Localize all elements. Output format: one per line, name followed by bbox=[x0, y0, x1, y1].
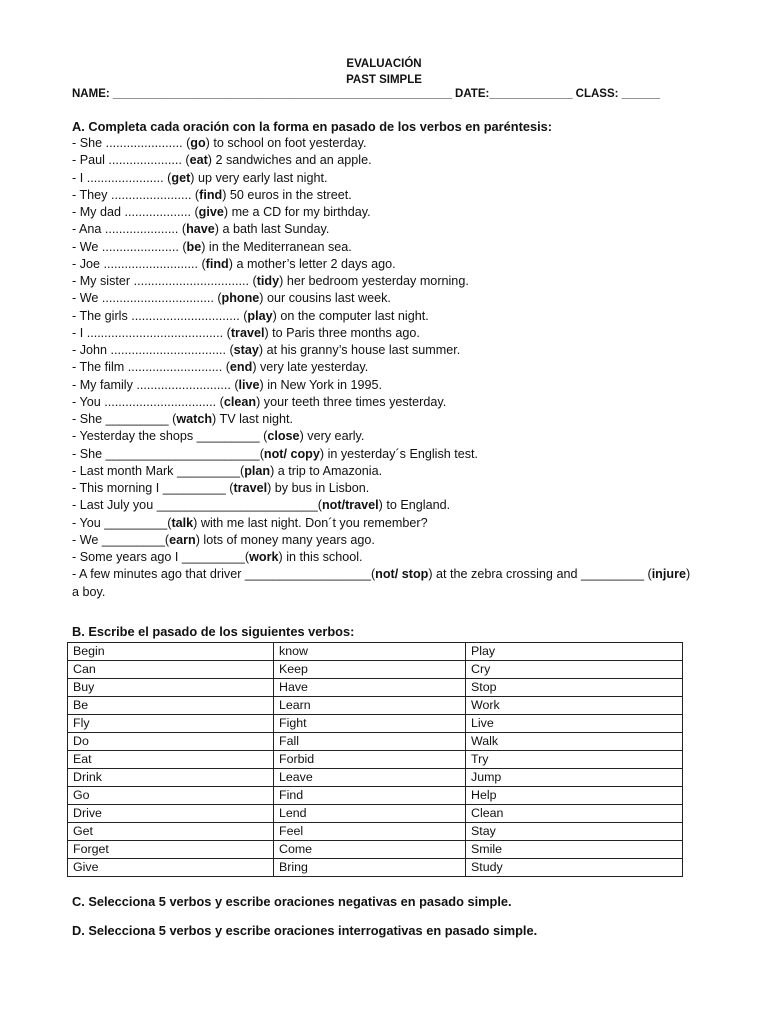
exercise-text: - Ana ..................... ( bbox=[72, 222, 187, 237]
exercise-line bbox=[72, 239, 700, 256]
verb-cell: Help bbox=[466, 787, 683, 805]
exercise-verb: plan bbox=[244, 463, 271, 478]
exercise-text: - She ______________________( bbox=[72, 446, 264, 461]
verb-cell: Do bbox=[68, 733, 274, 751]
exercise-verb: not/ copy bbox=[263, 446, 320, 461]
exercise-text: - I ...................... ( bbox=[72, 170, 172, 185]
verb-cell: Begin bbox=[68, 643, 274, 661]
exercise-text: - Paul ..................... ( bbox=[72, 153, 190, 168]
verb-cell: Go bbox=[68, 787, 274, 805]
exercise-text: ) in yesterday´s English test. bbox=[319, 446, 479, 461]
table-row bbox=[68, 733, 683, 751]
verb-cell: Give bbox=[68, 859, 274, 877]
exercise-line bbox=[72, 359, 700, 376]
table-row bbox=[68, 859, 683, 877]
exercise-verb: live bbox=[238, 377, 260, 392]
exercise-text: - I ....................................... ( bbox=[72, 325, 231, 340]
verb-cell: Forbid bbox=[274, 751, 466, 769]
exercise-text: - The film ........................... ( bbox=[72, 360, 230, 375]
exercise-verb: give bbox=[198, 205, 224, 219]
exercise-line bbox=[72, 135, 700, 152]
exercise-verb: close bbox=[267, 429, 300, 444]
exercise-text: ) 50 euros in the street. bbox=[222, 187, 352, 202]
exercise-line bbox=[72, 428, 700, 445]
table-row bbox=[68, 805, 683, 823]
exercise-verb: clean bbox=[223, 394, 257, 409]
section-a-exercises bbox=[72, 135, 700, 566]
verb-cell: Fall bbox=[274, 733, 466, 751]
verb-cell: Fly bbox=[68, 715, 274, 733]
exercise-text: ) to school on foot yesterday. bbox=[205, 136, 367, 150]
exercise-verb: eat bbox=[189, 153, 208, 168]
verb-cell: Drive bbox=[68, 805, 274, 823]
exercise-verb: tidy bbox=[256, 274, 280, 288]
exercise-line bbox=[72, 273, 700, 290]
exercise-verb: end bbox=[229, 360, 253, 375]
verb-cell: Work bbox=[466, 697, 683, 715]
section-d-heading: D. Selecciona 5 verbos y escribe oraciones interrogativas en pasado simple. bbox=[72, 923, 538, 938]
section-a-heading: A. Completa cada oración con la forma en pasado de los verbos en paréntesis: bbox=[72, 119, 553, 134]
section-c-heading: C. Selecciona 5 verbos y escribe oraciones negativas en pasado simple. bbox=[72, 894, 512, 909]
section-b-heading: B. Escribe el pasado de los siguientes verbos: bbox=[72, 624, 355, 639]
verb-cell: Buy bbox=[68, 679, 274, 697]
exercise-text: ) very late yesterday. bbox=[252, 360, 369, 375]
exercise-text: - John ................................. ( bbox=[72, 343, 234, 357]
verb-cell: Study bbox=[466, 859, 683, 877]
verb-cell: Cry bbox=[466, 661, 683, 679]
verb-cell: Have bbox=[274, 679, 466, 697]
exercise-verb: travel bbox=[230, 325, 265, 340]
exercise-text: ) our cousins last week. bbox=[259, 291, 391, 306]
exercise-line bbox=[72, 308, 700, 325]
exercise-text: ) to Paris three months ago. bbox=[264, 325, 420, 340]
exercise-text: ) me a CD for my birthday. bbox=[223, 205, 371, 219]
exercise-line bbox=[72, 394, 700, 411]
exercise-text: - They ....................... ( bbox=[72, 187, 200, 202]
exercise-line bbox=[72, 187, 700, 204]
exercise-text: - She _________ ( bbox=[72, 412, 177, 426]
title-block bbox=[0, 56, 768, 88]
exercise-verb: travel bbox=[233, 481, 268, 495]
exercise-line bbox=[72, 170, 700, 187]
exercise-text: - Yesterday the shops _________ ( bbox=[72, 429, 268, 444]
exercise-text: ) her bedroom yesterday morning. bbox=[279, 274, 469, 288]
exercise-verb: find bbox=[199, 187, 223, 202]
verb-cell: Smile bbox=[466, 841, 683, 859]
exercise-text: - This morning I _________ ( bbox=[72, 481, 234, 495]
exercise-text: ) to England. bbox=[378, 498, 451, 513]
verb-cell: Stay bbox=[466, 823, 683, 841]
exercise-verb: work bbox=[249, 550, 279, 564]
exercise-line bbox=[72, 152, 700, 169]
exercise-text: ) your teeth three times yesterday. bbox=[256, 394, 447, 409]
table-row bbox=[68, 679, 683, 697]
exercise-text: ) TV last night. bbox=[212, 412, 294, 426]
exercise-verb: stay bbox=[233, 343, 259, 357]
exercise-text: - My dad ................... ( bbox=[72, 205, 199, 219]
exercise-text: ) up very early last night. bbox=[190, 170, 328, 185]
section-a bbox=[72, 118, 700, 601]
exercise-text: - My family ........................... ( bbox=[72, 377, 239, 392]
exercise-verb: talk bbox=[171, 515, 194, 530]
exercise-verb: not/ stop bbox=[375, 567, 429, 582]
verb-cell: Fight bbox=[274, 715, 466, 733]
exercise-verb: have bbox=[186, 222, 215, 237]
page-subtitle: PAST SIMPLE bbox=[346, 74, 422, 86]
exercise-text: - My sister ................................. ( bbox=[72, 274, 257, 288]
table-row bbox=[68, 643, 683, 661]
verb-cell: Clean bbox=[466, 805, 683, 823]
table-row bbox=[68, 841, 683, 859]
exercise-text: - We ................................ ( bbox=[72, 291, 222, 306]
exercise-line bbox=[72, 463, 700, 480]
exercise-text: ) with me last night. Don´t you remember? bbox=[193, 515, 428, 530]
verb-cell: Be bbox=[68, 697, 274, 715]
page-title: EVALUACIÓN bbox=[346, 58, 422, 70]
verb-cell: Stop bbox=[466, 679, 683, 697]
exercise-text: ) by bus in Lisbon. bbox=[267, 481, 370, 495]
exercise-verb: injure bbox=[651, 567, 686, 582]
exercise-text: ) a trip to Amazonia. bbox=[270, 463, 383, 478]
exercise-line bbox=[72, 532, 700, 549]
exercise-text: - You _________( bbox=[72, 515, 172, 530]
exercise-line bbox=[72, 480, 700, 497]
exercise-line bbox=[72, 290, 700, 307]
exercise-text: ) at the zebra crossing and _________ ( bbox=[428, 567, 652, 582]
verb-cell: Feel bbox=[274, 823, 466, 841]
exercise-text: - Joe ........................... ( bbox=[72, 256, 206, 271]
table-row bbox=[68, 769, 683, 787]
section-b bbox=[72, 623, 692, 877]
exercise-line bbox=[72, 549, 700, 566]
exercise-line bbox=[72, 515, 700, 532]
table-row bbox=[68, 661, 683, 679]
verb-cell: Eat bbox=[68, 751, 274, 769]
exercise-line bbox=[72, 325, 700, 342]
exercise-line bbox=[72, 342, 700, 359]
exercise-text: ) on the computer last night. bbox=[272, 308, 429, 323]
verb-cell: Learn bbox=[274, 697, 466, 715]
table-row bbox=[68, 823, 683, 841]
exercise-verb: play bbox=[247, 308, 273, 323]
verb-cell: Live bbox=[466, 715, 683, 733]
exercise-text: - Some years ago I _________( bbox=[72, 550, 250, 564]
exercise-text: ) 2 sandwiches and an apple. bbox=[207, 153, 372, 168]
verb-cell: Lend bbox=[274, 805, 466, 823]
exercise-text: ) in the Mediterranean sea. bbox=[201, 239, 352, 254]
verb-cell: Walk bbox=[466, 733, 683, 751]
exercise-text: ) in New York in 1995. bbox=[259, 377, 383, 392]
verb-cell: Jump bbox=[466, 769, 683, 787]
table-row bbox=[68, 751, 683, 769]
table-row bbox=[68, 715, 683, 733]
exercise-text: - Last month Mark _________( bbox=[72, 463, 245, 478]
exercise-line bbox=[72, 377, 700, 394]
exercise-verb: not/travel bbox=[321, 498, 379, 513]
verb-cell: Leave bbox=[274, 769, 466, 787]
exercise-verb: be bbox=[186, 239, 202, 254]
verb-cell: Bring bbox=[274, 859, 466, 877]
exercise-line bbox=[72, 411, 700, 428]
verb-cell: Can bbox=[68, 661, 274, 679]
exercise-text: - We ...................... ( bbox=[72, 239, 187, 254]
table-row bbox=[68, 787, 683, 805]
student-info-line: NAME: _____________________________________________________ DATE:_____________ CLASS: ______ bbox=[72, 88, 661, 100]
exercise-verb: find bbox=[205, 256, 229, 271]
exercise-text: ) lots of money many years ago. bbox=[195, 532, 375, 547]
verb-cell: Find bbox=[274, 787, 466, 805]
exercise-line bbox=[72, 497, 700, 514]
exercise-verb: watch bbox=[176, 412, 213, 426]
exercise-text: - She ...................... ( bbox=[72, 136, 191, 150]
verb-cell: Drink bbox=[68, 769, 274, 787]
exercise-text: ) at his granny’s house last summer. bbox=[258, 343, 461, 357]
verb-cell: Get bbox=[68, 823, 274, 841]
exercise-line bbox=[72, 566, 700, 601]
exercise-line bbox=[72, 446, 700, 463]
exercise-text: - You ................................ ( bbox=[72, 394, 224, 409]
exercise-text: ) a mother’s letter 2 days ago. bbox=[228, 256, 396, 271]
exercise-text: - A few minutes ago that driver __________________( bbox=[72, 567, 376, 582]
verbs-table bbox=[67, 642, 683, 877]
verb-cell: Try bbox=[466, 751, 683, 769]
exercise-verb: earn bbox=[169, 532, 196, 547]
exercise-verb: go bbox=[190, 136, 206, 150]
exercise-line bbox=[72, 221, 700, 238]
exercise-text: ) very early. bbox=[299, 429, 365, 444]
verb-cell: Keep bbox=[274, 661, 466, 679]
verb-cell: Play bbox=[466, 643, 683, 661]
verb-cell: Forget bbox=[68, 841, 274, 859]
table-row bbox=[68, 697, 683, 715]
exercise-text: - We _________( bbox=[72, 532, 170, 547]
verb-cell: know bbox=[274, 643, 466, 661]
exercise-verb: get bbox=[171, 170, 191, 185]
exercise-verb: phone bbox=[221, 291, 260, 306]
exercise-text: ) a bath last Sunday. bbox=[214, 222, 330, 237]
exercise-text: ) in this school. bbox=[278, 550, 363, 564]
exercise-text: - The girls ............................... ( bbox=[72, 308, 248, 323]
exercise-line bbox=[72, 204, 700, 221]
exercise-line bbox=[72, 256, 700, 273]
exercise-text: ) a boy. bbox=[72, 567, 694, 599]
exercise-text: - Last July you _______________________( bbox=[72, 498, 322, 513]
verb-cell: Come bbox=[274, 841, 466, 859]
